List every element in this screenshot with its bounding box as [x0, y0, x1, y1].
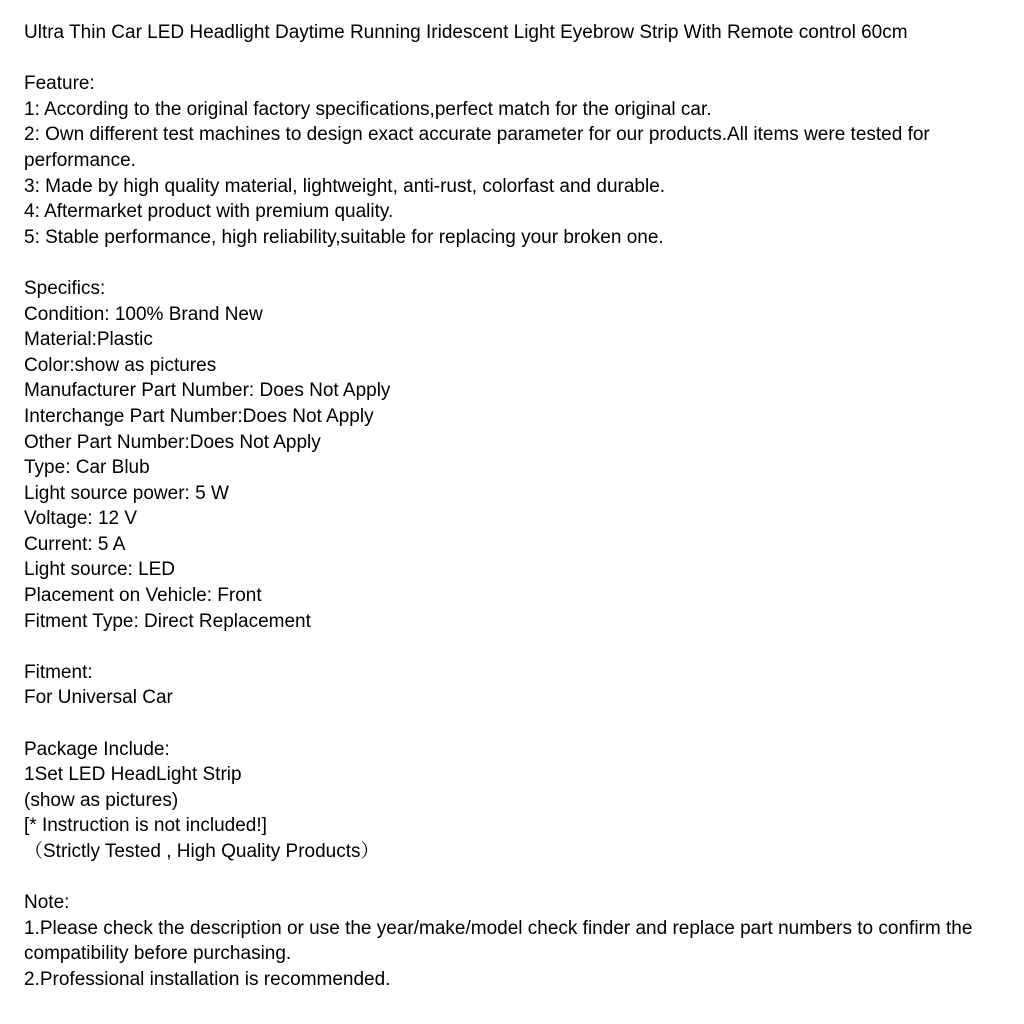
section-line: 1.Please check the description or use the year/make/model check finder and replace part numbers to confirm the compatibility before purchasing.	[24, 917, 978, 965]
section-line: 2: Own different test machines to design exact accurate parameter for our products.All items were tested for performance.	[24, 124, 936, 171]
section-line: Voltage: 12 V	[24, 508, 138, 530]
section-line: Manufacturer Part Number: Does Not Apply	[24, 380, 391, 402]
section-heading: Package Include:	[24, 738, 170, 760]
section-line: Fitment Type: Direct Replacement	[24, 610, 311, 632]
section-feature	[24, 71, 976, 250]
section-line: Other Part Number:Does Not Apply	[24, 431, 321, 453]
section-line: Placement on Vehicle: Front	[24, 585, 262, 607]
section-line: Current: 5 A	[24, 533, 126, 555]
section-heading: Fitment:	[24, 661, 93, 683]
section-specifics	[24, 276, 976, 634]
section-line: 5: Stable performance, high reliability,suitable for replacing your broken one.	[24, 226, 664, 248]
section-line: 1Set LED HeadLight Strip	[24, 764, 242, 786]
section-heading: Feature:	[24, 73, 95, 95]
section-line: 1: According to the original factory specifications,perfect match for the original car.	[24, 98, 712, 120]
section-heading: Note:	[24, 892, 70, 914]
section-heading: Specifics:	[24, 277, 106, 299]
section-line: （Strictly Tested , High Quality Products）	[24, 841, 380, 862]
section-line: 4: Aftermarket product with premium quality.	[24, 201, 394, 223]
section-line: [* Instruction is not included!]	[24, 815, 267, 837]
section-line: 2.Professional installation is recommended.	[24, 968, 391, 990]
section-note	[24, 890, 976, 992]
product-title: Ultra Thin Car LED Headlight Daytime Running Iridescent Light Eyebrow Strip With Remote control 60cm	[24, 22, 908, 43]
sections-root	[24, 71, 976, 992]
section-line: Type: Car Blub	[24, 457, 150, 479]
section-line: For Universal Car	[24, 687, 173, 709]
section-line: Material:Plastic	[24, 329, 153, 351]
section-line: Condition: 100% Brand New	[24, 303, 263, 325]
section-package-include	[24, 737, 976, 865]
section-line: Light source: LED	[24, 559, 176, 581]
section-fitment	[24, 660, 976, 711]
section-line: 3: Made by high quality material, lightweight, anti-rust, colorfast and durable.	[24, 175, 666, 197]
section-line: Color:show as pictures	[24, 354, 217, 376]
section-line: (show as pictures)	[24, 789, 179, 811]
section-line: Light source power: 5 W	[24, 482, 229, 504]
section-line: Interchange Part Number:Does Not Apply	[24, 405, 374, 427]
